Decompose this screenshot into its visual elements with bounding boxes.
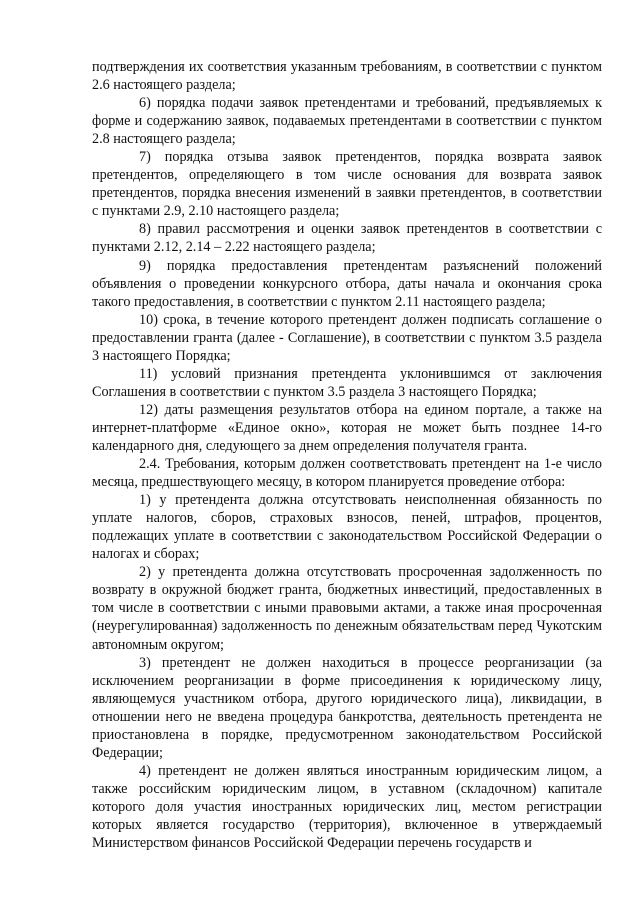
- paragraph-item-12: 12) даты размещения результатов отбора на едином портале, а также на интернет-платформе «Единое окно», которая не может быть позднее 14-го календарного дня, следующего за днем определения получателя гранта.: [92, 401, 602, 454]
- paragraph-requirement-4: 4) претендент не должен являться иностранным юридическим лицом, а также российским юридическим лицом, в уставном (складочном) капитале которого доля участия иностранных юридических лиц, местом регистрации которых является государство (территория), включенное в утверждаемый Министерством финансов Российской Федерации перечень государств и: [92, 762, 602, 852]
- paragraph-item-11: 11) условий признания претендента уклонившимся от заключения Соглашения в соответствии с пунктом 3.5 раздела 3 настоящего Порядка;: [92, 365, 602, 400]
- paragraph-section-2-4: 2.4. Требования, которым должен соответствовать претендент на 1-е число месяца, предшествующего месяцу, в котором планируется проведение отбора:: [92, 456, 602, 491]
- paragraph-item-8: 8) правил рассмотрения и оценки заявок претендентов в соответствии с пунктами 2.12, 2.14 – 2.22 настоящего раздела;: [92, 221, 602, 256]
- paragraph-item-6: 6) порядка подачи заявок претендентами и требований, предъявляемых к форме и содержанию заявок, подаваемых претендентами в соответствии с пунктом 2.8 настоящего раздела;: [92, 95, 602, 148]
- paragraph-item-7: 7) порядка отзыва заявок претендентов, порядка возврата заявок претендентов, определяющего в том числе основания для возврата заявок претендентов, порядка внесения изменений в заявки претендентов, в соответствии с пунктами 2.9, 2.10 настоящего раздела;: [92, 149, 602, 220]
- paragraph-continuation: подтверждения их соответствия указанным требованиям, в соответствии с пунктом 2.6 настоящего раздела;: [92, 59, 602, 94]
- paragraph-item-9: 9) порядка предоставления претендентам разъяснений положений объявления о проведении конкурсного отбора, даты начала и окончания срока такого предоставления, в соответствии с пунктом 2.11 настоящего раздела;: [92, 257, 602, 310]
- paragraph-requirement-2: 2) у претендента должна отсутствовать просроченная задолженность по возврату в окружной бюджет гранта, бюджетных инвестиций, предоставленных в том числе в соответствии с иными правовыми актами, а также иная просроченная (неурегулированная) задолженность по денежным обязательствам перед Чукотским автономным округом;: [92, 564, 602, 653]
- paragraph-requirement-3: 3) претендент не должен находиться в процессе реорганизации (за исключением реорганизации в форме присоединения к юридическому лицу, являющемуся участником отбора, другого юридического лица), ликвидации, в отношении него не введена процедура банкротства, деятельность претендента не приостановлена в порядке, предусмотренном законодательством Российской Федерации;: [92, 654, 602, 761]
- paragraph-requirement-1: 1) у претендента должна отсутствовать неисполненная обязанность по уплате налогов, сборов, страховых взносов, пеней, штрафов, процентов, подлежащих уплате в соответствии с законодательством Российской Федерации о налогах и сборах;: [92, 492, 602, 563]
- document-page: [92, 58, 602, 852]
- paragraph-item-10: 10) срока, в течение которого претендент должен подписать соглашение о предоставлении гранта (далее - Соглашение), в соответствии с пунктом 3.5 раздела 3 настоящего Порядка;: [92, 311, 602, 364]
